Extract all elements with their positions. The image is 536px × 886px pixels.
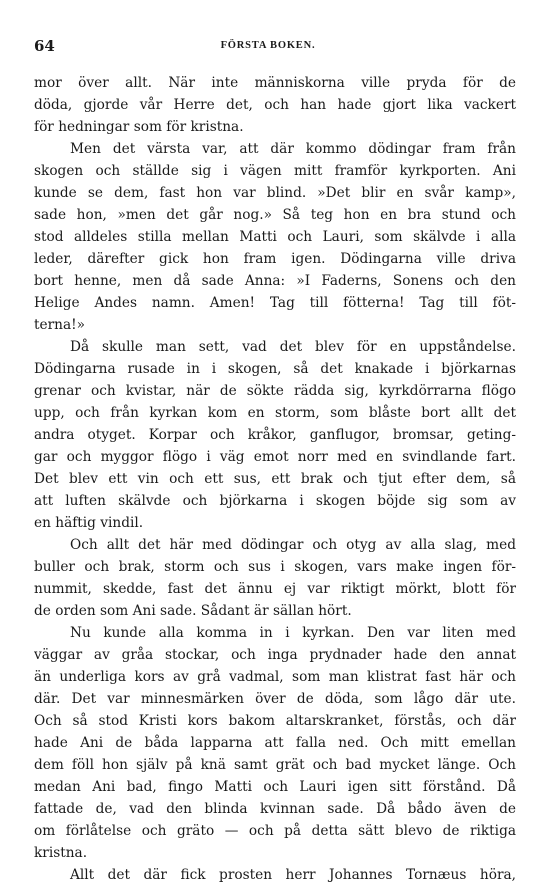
text-line: att luften skälvde och björkarna i skogen böjde sig som av <box>34 493 516 509</box>
text-line: kristna. <box>34 845 88 861</box>
text-line: buller och brak, storm och sus i skogen, vars make ingen för- <box>34 559 516 575</box>
text-line: döda, gjorde vår Herre det, och han hade gjort lika vackert <box>34 97 516 113</box>
text-line: dem föll hon själv på knä samt grät och bad mycket länge. Och <box>34 757 516 773</box>
text-line: andra otyget. Korpar och kråkor, ganflugor, bromsar, geting- <box>34 427 516 443</box>
text-line: gar och myggor flögo i väg emot norr med en svindlande fart. <box>34 449 516 465</box>
text-line: om förlåtelse och gräto — och på detta sätt blevo de riktiga <box>34 823 516 839</box>
text-line: kunde se dem, fast hon var blind. »Det blir en svår kamp», <box>34 185 516 201</box>
text-line: Dödingarna rusade in i skogen, så det knakade i björkarnas <box>34 361 516 377</box>
text-line: Allt det där fick prosten herr Johannes Tornæus höra, <box>70 867 516 883</box>
text-line: där. Det var minnesmärken över de döda, som lågo där ute. <box>34 691 516 707</box>
text-line: sade hon, »men det går nog.» Så teg hon en bra stund och <box>34 207 516 223</box>
text-line: leder, därefter gick hon fram igen. Dödingarna ville driva <box>34 251 516 267</box>
text-line: mor över allt. När inte människorna ville pryda för de <box>34 75 516 91</box>
text-line: de orden som Ani sade. Sådant är sällan hört. <box>34 603 352 619</box>
text-line: en häftig vindil. <box>34 515 144 531</box>
text-line: Helige Andes namn. Amen! Tag till fötterna! Tag till föt- <box>34 295 516 311</box>
text-line: än underliga kors av grå vadmal, som man klistrat fast här och <box>34 669 516 685</box>
text-line: Det blev ett vin och ett sus, ett brak och tjut efter dem, så <box>34 471 516 487</box>
text-line: bort henne, men då sade Anna: »I Faderns, Sonens och den <box>34 273 516 289</box>
text-line: skogen och ställde sig i vägen mitt framför kyrkporten. Ani <box>34 163 516 179</box>
body-text <box>34 72 516 886</box>
text-line: hade Ani de båda lapparna att falla ned. Och mitt emellan <box>34 735 516 751</box>
text-line: upp, och från kyrkan kom en storm, som blåste bort allt det <box>34 405 516 421</box>
text-line: Och allt det här med dödingar och otyg av alla slag, med <box>70 537 516 553</box>
text-line: Och så stod Kristi kors bakom altarskranket, förstås, och där <box>34 713 516 729</box>
text-line: nummit, skedde, fast det ännu ej var riktigt mörkt, blott för <box>34 581 516 597</box>
text-line: medan Ani bad, fingo Matti och Lauri igen sitt förstånd. Då <box>34 779 516 795</box>
text-line: för hedningar som för kristna. <box>34 119 244 135</box>
text-line: Då skulle man sett, vad det blev för en uppståndelse. <box>70 339 516 355</box>
text-line: väggar av gråa stockar, och inga prydnader hade den annat <box>34 647 516 663</box>
text-line: grenar och kvistar, när de sökte rädda sig, kyrkdörrarna flögo <box>34 383 516 399</box>
text-line: Nu kunde alla komma in i kyrkan. Den var liten med <box>70 625 516 641</box>
running-head: FÖRSTA BOKEN. <box>220 40 316 51</box>
text-line: terna!» <box>34 317 85 333</box>
text-line: fattade de, vad den blinda kvinnan sade. Då bådo även de <box>34 801 516 817</box>
page-number: 64 <box>34 37 55 55</box>
text-line: Men det värsta var, att där kommo dödingar fram från <box>70 141 516 157</box>
text-line: stod alldeles stilla mellan Matti och Lauri, som skälvde i alla <box>34 229 516 245</box>
